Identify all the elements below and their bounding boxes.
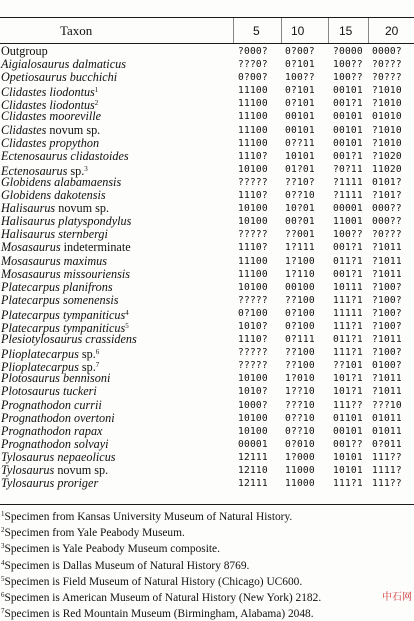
character-state-cell: ??001: [285, 229, 315, 241]
footnote-text: Specimen is Yale Peabody Museum composite.: [4, 543, 220, 556]
character-state-cell: 11100: [238, 98, 268, 110]
taxon-genus: Aigialosaurus: [1, 57, 70, 72]
taxon-genus: Platecarpus: [1, 292, 60, 307]
character-state-cell: 11100: [238, 124, 268, 136]
character-state-cell: ?1111: [333, 190, 363, 202]
taxon-genus: Plesiotylosaurus: [1, 332, 83, 347]
character-state-cell: 00101: [285, 111, 315, 123]
character-state-cell: 00001: [238, 438, 268, 450]
taxon-species: dakotensis: [54, 188, 106, 203]
character-state-cell: 10101: [333, 465, 363, 476]
table-row: [0, 294, 414, 307]
character-state-cell: 1010?: [238, 386, 268, 398]
character-state-cell: 000??: [372, 216, 402, 228]
character-state-cell: 00101: [333, 124, 363, 136]
table-row: [0, 241, 414, 254]
character-state-cell: ?1010: [372, 85, 402, 97]
character-state-cell: ?1010: [372, 124, 402, 136]
table-row: [0, 84, 414, 100]
character-state-cell: ?????: [238, 229, 268, 241]
taxon-genus: Mosasaurus: [1, 266, 61, 281]
character-state-cell: ?100?: [372, 307, 402, 319]
character-state-cell: 0?101: [285, 98, 315, 110]
header-col-20: 20: [385, 24, 399, 38]
character-state-cell: 12111: [238, 451, 268, 463]
taxon-species: liodontus: [49, 85, 95, 100]
character-state-cell: 01010: [372, 111, 402, 123]
footnote-text: Specimen is Dallas Museum of Natural History 8769.: [4, 559, 250, 572]
table-row: [0, 333, 414, 346]
taxon-species: sp.: [81, 347, 96, 362]
taxon-genus: Plotosaurus: [1, 371, 60, 386]
taxon-genus: Outgroup: [1, 44, 48, 58]
character-state-cell: 111?1: [333, 478, 363, 490]
table-row: [0, 307, 414, 320]
taxon-genus: Globidens: [1, 174, 52, 189]
character-state-cell: ?1011: [372, 242, 402, 254]
character-state-cell: 011?1: [333, 255, 363, 267]
taxon-genus: Tylosaurus: [1, 449, 55, 464]
character-state-cell: 10100: [238, 425, 268, 437]
taxon-species: sp.: [70, 163, 85, 178]
taxon-species: dalmaticus: [72, 57, 126, 72]
taxon-species: platyspondylus: [58, 214, 132, 229]
character-state-cell: ?1011: [372, 255, 402, 267]
footnote-text: Specimen from Kansas University Museum of Natural History.: [4, 511, 293, 523]
character-state-cell: ?0?11: [333, 163, 363, 175]
footnote-number: 5: [1, 574, 5, 583]
character-state-cell: 1?100: [285, 255, 315, 267]
taxon-genus: Plioplatecarpus: [1, 360, 79, 375]
header-taxon: Taxon: [60, 23, 93, 38]
footnote-marker: 6: [95, 348, 100, 357]
taxon-species: overtoni: [74, 410, 115, 425]
character-state-cell: ?0???: [372, 229, 402, 241]
character-state-cell: ?100?: [372, 294, 402, 306]
taxon-species: currii: [74, 397, 102, 412]
taxon-species: novum sp.: [57, 463, 109, 477]
table-row: [0, 346, 414, 362]
character-state-cell: 1000?: [238, 399, 268, 411]
character-state-cell: 1??10: [285, 386, 315, 398]
character-state-cell: 0?010: [285, 438, 315, 450]
character-state-cell: 100??: [285, 72, 315, 84]
character-state-cell: ?????: [238, 360, 268, 372]
table-row: [0, 477, 414, 490]
table-row: [0, 255, 414, 268]
taxon-species: novum sp.: [49, 122, 101, 137]
taxon-species: clidastoides: [70, 148, 129, 163]
character-state-cell: ???10: [285, 399, 315, 411]
header-column-divider: [328, 18, 329, 43]
footnote-marker: 3: [84, 164, 88, 173]
character-state-cell: 00101: [285, 124, 315, 136]
watermark-logo: 中石网: [382, 592, 412, 603]
taxon-genus: Platecarpus: [1, 279, 60, 294]
character-state-cell: 00001: [333, 203, 363, 215]
character-state-cell: 0?100: [238, 307, 268, 319]
character-state-cell: ?000?: [238, 46, 268, 57]
taxon-species: tympaniticus: [62, 307, 126, 322]
character-state-cell: 10100: [238, 412, 268, 424]
character-state-cell: 11000: [285, 465, 315, 476]
character-state-cell: 01?01: [285, 163, 315, 175]
taxon-species: bucchichi: [69, 70, 118, 85]
character-state-cell: ?1011: [372, 268, 402, 280]
character-state-cell: ?????: [238, 347, 268, 359]
taxon-genus: Clidastes: [1, 122, 47, 137]
character-state-cell: 00?01: [285, 216, 315, 228]
taxon-genus: Mosasaurus: [1, 253, 61, 268]
taxon-species: tuckeri: [62, 384, 97, 399]
taxon-species: rapax: [74, 423, 103, 438]
character-state-cell: 1110?: [238, 242, 268, 254]
taxon-species: sternbergi: [58, 227, 108, 242]
footnote: [1, 524, 411, 540]
character-state-cell: 001?1: [333, 268, 363, 280]
taxon-species: solvayi: [74, 436, 109, 451]
character-state-cell: ?1011: [372, 386, 402, 398]
character-state-cell: 0?011: [372, 438, 402, 450]
character-state-cell: ?????: [238, 294, 268, 306]
character-state-cell: 1110?: [238, 190, 268, 202]
character-state-cell: 11111: [333, 307, 363, 319]
footnotes: [1, 508, 411, 621]
footnote: [1, 573, 411, 589]
taxon-genus: Halisaurus: [1, 227, 56, 242]
taxon-genus: Halisaurus: [1, 214, 56, 229]
character-state-cell: ?0???: [372, 59, 402, 71]
footnote-number: 1: [1, 510, 5, 518]
table-body: [0, 45, 414, 490]
character-state-cell: 0100?: [372, 360, 402, 372]
character-state-cell: 10101: [285, 150, 315, 162]
taxon-genus: Clidastes: [1, 98, 47, 113]
character-state-cell: 01011: [372, 425, 402, 437]
taxon-genus: Tylosaurus: [1, 463, 55, 477]
taxon-species: somenensis: [62, 292, 119, 307]
character-state-cell: 111?1: [333, 294, 363, 306]
character-state-cell: 111??: [333, 399, 363, 411]
taxon-species: missouriensis: [63, 266, 131, 281]
footnote-text: Specimen from Yale Peabody Museum.: [4, 527, 185, 540]
character-state-cell: 11100: [238, 85, 268, 97]
character-state-cell: ?1010: [372, 137, 402, 149]
footnote-text: Specimen is American Museum of Natural History (New York) 2182.: [4, 592, 322, 605]
character-state-cell: ???10: [372, 399, 402, 411]
character-state-cell: 00101: [333, 137, 363, 149]
character-state-cell: 11100: [238, 268, 268, 280]
character-state-cell: ?100?: [372, 347, 402, 359]
character-state-cell: ?1011: [372, 373, 402, 385]
header-col-15: 15: [339, 24, 353, 38]
character-state-cell: 01011: [372, 412, 402, 424]
taxon-species: indeterminate: [63, 240, 131, 255]
footnote: [1, 589, 411, 605]
character-state-cell: 12111: [238, 478, 268, 490]
taxon-genus: Ectenosaurus: [1, 148, 68, 163]
footnote: [1, 605, 411, 621]
taxon-genus: Halisaurus: [1, 201, 56, 216]
taxon-species: maximus: [63, 253, 107, 268]
character-state-cell: ?0000: [333, 46, 363, 57]
character-state-cell: 0000?: [372, 46, 402, 57]
character-state-cell: ?????: [238, 176, 268, 188]
taxon-genus: Tylosaurus: [1, 476, 55, 491]
character-state-cell: 10100: [238, 373, 268, 385]
taxon-genus: Clidastes: [1, 85, 47, 100]
character-state-cell: ??101: [333, 360, 363, 372]
character-state-cell: ?1010: [372, 98, 402, 110]
footnote-number: 7: [1, 607, 5, 616]
character-state-cell: 0??11: [285, 137, 315, 149]
table-row: [0, 150, 414, 163]
character-state-cell: 1?000: [285, 451, 315, 463]
character-state-cell: 111??: [372, 451, 402, 463]
character-state-cell: ?1111: [333, 176, 363, 188]
character-state-cell: 10111: [333, 281, 363, 293]
taxon-name: [1, 333, 137, 346]
character-state-cell: ?1011: [372, 334, 402, 346]
footnote: [1, 540, 411, 556]
character-state-cell: 10100: [238, 203, 268, 215]
taxon-species: planifrons: [62, 279, 113, 294]
character-state-cell: ?101?: [372, 190, 402, 202]
character-state-cell: 12110: [238, 465, 268, 476]
taxon-species: novum sp.: [58, 201, 110, 216]
character-state-cell: 101?1: [333, 373, 363, 385]
character-state-cell: 10101: [333, 451, 363, 463]
taxon-genus: Platecarpus: [1, 307, 60, 322]
character-state-cell: 11020: [372, 163, 402, 175]
footnote-text: Specimen is Field Museum of Natural History (Chicago) UC600.: [4, 575, 303, 588]
header-column-divider: [368, 18, 369, 43]
character-state-cell: ??100: [285, 360, 315, 372]
taxon-species: nepaeolicus: [57, 449, 116, 464]
character-state-cell: 1111?: [372, 465, 402, 476]
table-header: [0, 22, 414, 40]
taxon-species: bennisoni: [62, 371, 111, 386]
taxon-genus: Prognathodon: [1, 410, 71, 425]
footnote-marker: 7: [95, 361, 100, 370]
character-state-cell: ??10?: [285, 176, 315, 188]
character-state-cell: 00101: [333, 425, 363, 437]
header-col-10: 10: [291, 24, 305, 38]
taxon-name: [1, 294, 118, 307]
character-state-cell: 0??10: [285, 190, 315, 202]
footnote-number: 2: [1, 526, 5, 535]
footnote-marker: 2: [94, 99, 99, 108]
taxon-species: crassidens: [85, 332, 137, 347]
character-state-cell: 011?1: [333, 334, 363, 346]
footnote: [1, 508, 411, 524]
character-state-cell: 001?1: [333, 242, 363, 254]
character-state-cell: 1?010: [285, 373, 315, 385]
character-state-cell: 11100: [238, 111, 268, 123]
character-state-cell: 00101: [333, 111, 363, 123]
taxon-name: [1, 477, 98, 490]
taxon-species: propython: [49, 135, 100, 150]
character-state-cell: 0??10: [285, 412, 315, 424]
character-state-cell: 10100: [238, 281, 268, 293]
character-state-cell: ?1020: [372, 150, 402, 162]
footnote-marker: 1: [94, 86, 99, 95]
character-state-cell: 001?1: [333, 150, 363, 162]
character-state-cell: 1110?: [238, 150, 268, 162]
taxon-genus: Opetiosaurus: [1, 70, 67, 85]
character-state-cell: ???0?: [238, 59, 268, 71]
character-state-cell: 00100: [285, 281, 315, 293]
taxon-species: sp.: [81, 360, 96, 375]
footnote-number: 4: [1, 558, 5, 567]
character-state-cell: 1?110: [285, 268, 315, 280]
taxon-genus: Prognathodon: [1, 397, 71, 412]
footnote-marker: 5: [125, 321, 129, 330]
character-state-cell: 10100: [238, 163, 268, 175]
character-state-cell: ?0???: [372, 72, 402, 84]
character-state-cell: ?100?: [372, 281, 402, 293]
character-state-cell: 001?1: [333, 98, 363, 110]
character-state-cell: 11000: [285, 478, 315, 490]
character-state-cell: ??100: [285, 294, 315, 306]
character-state-cell: 101?1: [333, 386, 363, 398]
character-state-cell: 100??: [333, 59, 363, 71]
character-state-cell: 0?101: [285, 85, 315, 97]
taxon-genus: Ectenosaurus: [1, 163, 68, 178]
taxon-genus: Prognathodon: [1, 423, 71, 438]
header-column-divider: [233, 18, 234, 43]
taxon-genus: Plotosaurus: [1, 384, 60, 399]
taxon-genus: Plioplatecarpus: [1, 347, 79, 362]
character-state-cell: 0101?: [372, 176, 402, 188]
character-state-cell: ??100: [285, 347, 315, 359]
taxon-name: [1, 71, 117, 84]
footnote-text: Specimen is Red Mountain Museum (Birmingham, Alabama) 2048.: [4, 608, 314, 621]
taxon-species: liodontus: [49, 98, 95, 113]
character-state-cell: 10?01: [285, 203, 315, 215]
character-state-cell: 000??: [372, 203, 402, 215]
taxon-species: proriger: [57, 476, 99, 491]
character-state-cell: 0?100: [285, 320, 315, 332]
top-rule: [0, 17, 414, 18]
character-state-cell: 001??: [333, 438, 363, 450]
header-col-5: 5: [253, 24, 260, 38]
bottom-rule: [0, 504, 414, 505]
character-state-cell: 111?1: [333, 347, 363, 359]
character-state-cell: 0?101: [285, 59, 315, 71]
character-state-cell: 0?00?: [238, 72, 268, 84]
taxon-genus: Clidastes: [1, 135, 47, 150]
character-state-cell: ?100?: [372, 320, 402, 332]
taxon-species: alabamaensis: [54, 174, 122, 189]
taxon-species: mooreville: [49, 109, 102, 124]
character-state-cell: 100??: [333, 72, 363, 84]
taxon-genus: Mosasaurus: [1, 240, 61, 255]
character-state-cell: 0?100: [285, 307, 315, 319]
character-state-cell: 1010?: [238, 320, 268, 332]
character-state-cell: 00101: [333, 85, 363, 97]
character-state-cell: 10100: [238, 216, 268, 228]
footnote-marker: 4: [125, 308, 129, 317]
character-state-cell: 01101: [333, 412, 363, 424]
header-column-divider: [281, 18, 282, 43]
taxon-genus: Platecarpus: [1, 320, 60, 335]
character-state-cell: 0??10: [285, 425, 315, 437]
character-state-cell: 1?111: [285, 242, 315, 254]
taxon-genus: Prognathodon: [1, 436, 71, 451]
character-state-cell: 1110?: [238, 334, 268, 346]
character-state-cell: 100??: [333, 229, 363, 241]
table-row: [0, 71, 414, 84]
character-state-cell: 11001: [333, 216, 363, 228]
taxon-species: tympaniticus: [62, 320, 126, 335]
taxon-genus: Clidastes: [1, 109, 47, 124]
character-state-cell: 11100: [238, 255, 268, 267]
taxon-name: [1, 150, 129, 163]
footnote-number: 3: [1, 542, 5, 551]
character-state-cell: 111?1: [333, 320, 363, 332]
taxon-genus: Globidens: [1, 188, 52, 203]
footnote-number: 6: [1, 591, 5, 600]
character-state-cell: 111??: [372, 478, 402, 490]
character-state-cell: 0?111: [285, 334, 315, 346]
header-rule: [0, 43, 414, 44]
character-state-cell: 0?00?: [285, 46, 315, 57]
footnote: [1, 557, 411, 573]
character-state-cell: 11100: [238, 137, 268, 149]
